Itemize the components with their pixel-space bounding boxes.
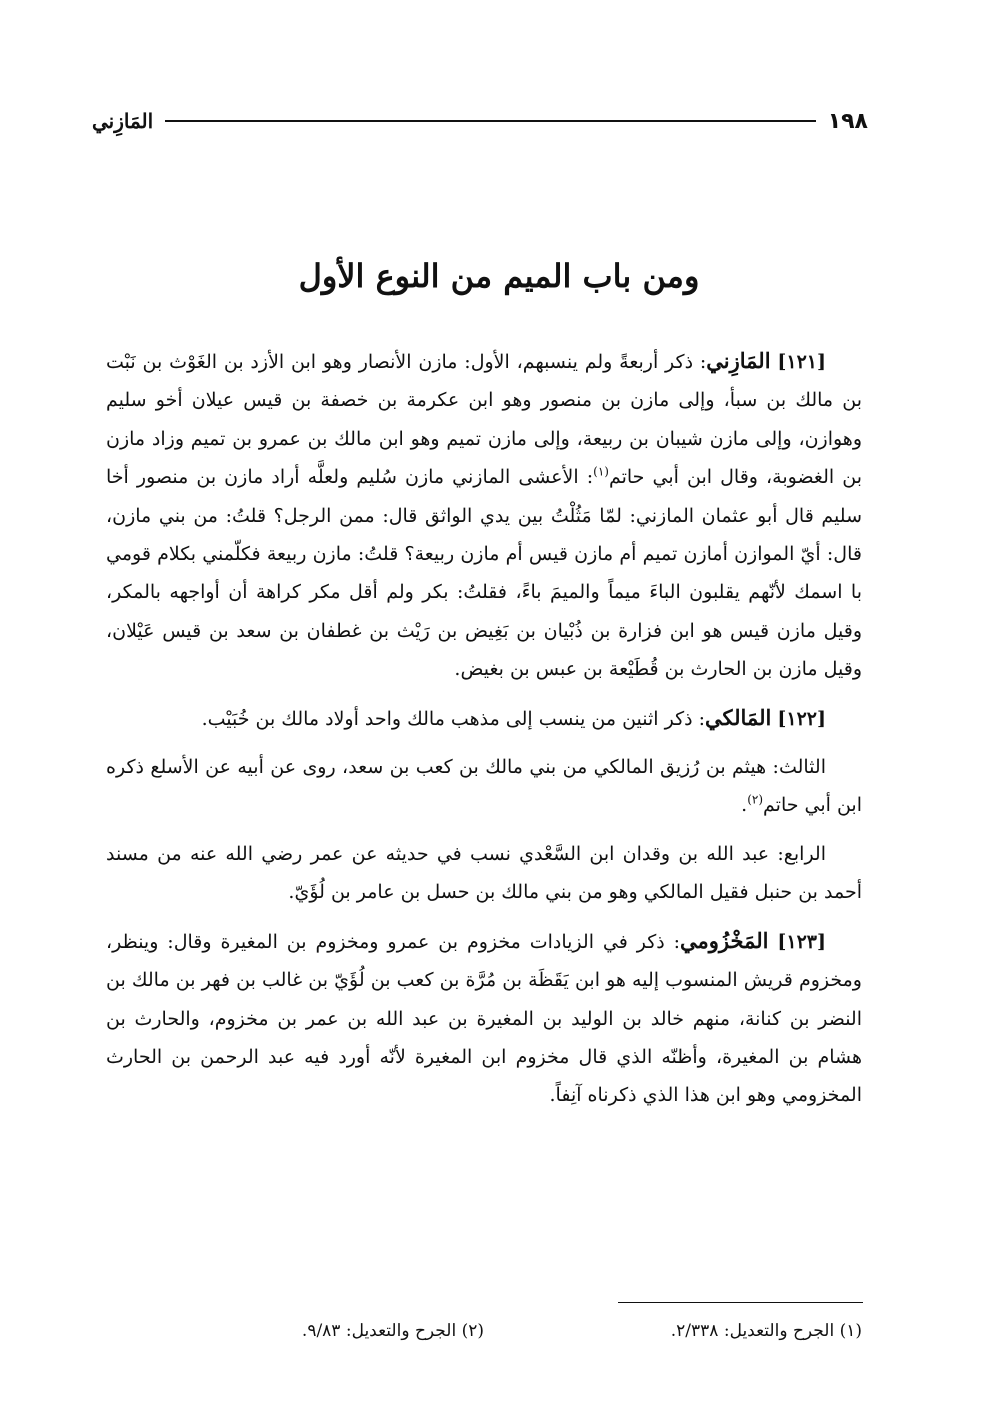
footnotes (106, 1318, 862, 1344)
entry-name: المَازِني (706, 348, 771, 373)
paragraph-third (106, 748, 862, 825)
entry-number: [١٢٣] (777, 930, 826, 953)
page-header (92, 104, 868, 138)
entry-123 (106, 922, 862, 1115)
paragraph-fourth (106, 835, 862, 912)
section-title: ومن باب الميم من النوع الأول (298, 257, 700, 295)
entry-121 (106, 342, 862, 689)
footnote-mark: (١) (593, 464, 609, 479)
entry-number: [١٢٢] (777, 707, 826, 730)
entry-name: المَخْزُومي (680, 927, 769, 953)
entry-text: : ذكر أربعةً ولم ينسبهم، الأول: مازن الأنصار وهو ابن الأزد بن الغَوْث بن نَبْت بن مالك بن سبأ، وإلى مازن بن منصور وهو ابن عكرمة بن خصفة بن قيس عيلان أخو سليم وهوازن، وإلى مازن شيبان بن ربيعة، وإلى مازن تميم وهو ابن مالك بن عمرو بن تميم وزاد مازن بن الغضوبة، وقال ابن أبي حاتم (106, 351, 862, 489)
paragraph-text: الرابع: عبد الله بن وقدان ابن السَّعْدي نسب في حديثه عن عمر رضي الله عنه من مسند أحمد بن حنبل فقيل المالكي وهو من بني مالك بن حسل بن عامر بن لُؤَيّ. (106, 842, 862, 904)
footnote-2: (٢) الجرح والتعديل: ٩/٨٣. (301, 1321, 484, 1341)
page-number: ١٩٨ (827, 108, 868, 134)
running-head: المَازِني (92, 109, 154, 133)
footnote-rule (618, 1302, 863, 1303)
header-rule (165, 120, 816, 122)
footnote-1: (١) الجرح والتعديل: ٢/٣٣٨. (670, 1321, 862, 1341)
paragraph-text: الثالث: هيثم بن رُزيق المالكي من بني مالك بن كعب بن سعد، روى عن أبيه عن الأسلع ذكره ابن أبي حاتم (106, 756, 862, 817)
entry-name: المَالكي (705, 704, 772, 730)
entry-text-continued: : الأعشى المازني مازن سُليم ولعلَّه أراد مازن بن منصور أخا سليم قال أبو عثمان المازني: لمّا مَثُلْتُ بين يدي الواثق قال: ممن الرجل؟ قلتُ: من بني مازن، قال: أيّ الموازن أمازن تميم أم مازن قيس أم مازن ربيعة؟ قلتُ: مازن ربيعة فكلّمني بكلام قومي با اسمك لأنّهم يقلبون الباءَ ميماً والميمَ باءً، فقلتُ: بكر ولم أقل مكر كراهة أن أواجهه بالمكر، وقيل مازن قيس هو ابن فزارة بن ذُبْيان بن بَغِيض بن رَيْث بن غطفان بن سعد بن قيس عَيْلان، وقيل مازن بن الحارث بن قُطَيْعة بن عبس بن بغيض. (106, 466, 862, 681)
entry-text: : ذكر اثنين من ينسب إلى مذهب مالك واحد أولاد مالك بن خُبَيْب. (201, 707, 706, 730)
entry-text: : ذكر في الزيادات مخزوم بن عمرو ومخزوم بن المغيرة وقال: وينظر، ومخزوم قريش المنسوب إليه هو ابن يَقَظَة بن مُرَّة بن كعب بن لُؤَيّ بن غالب بن فهر بن مالك بن النضر بن كنانة، منهم خالد بن الوليد بن المغيرة بن عبد الله بن عمر بن مخزوم، والحارث بن هشام بن المغيرة، وأظنّه الذي قال مخزوم ابن المغيرة لأنّه أورد فيه عبد الرحمن بن الحارث المخزومي وهو ابن هذا الذي ذكرناه آنِفاً. (106, 930, 862, 1107)
body-text (106, 342, 862, 1125)
paragraph-text-end: . (741, 794, 748, 817)
footnote-mark: (٢) (747, 793, 764, 808)
entry-number: [١٢١] (777, 351, 826, 373)
entry-122 (106, 699, 862, 738)
